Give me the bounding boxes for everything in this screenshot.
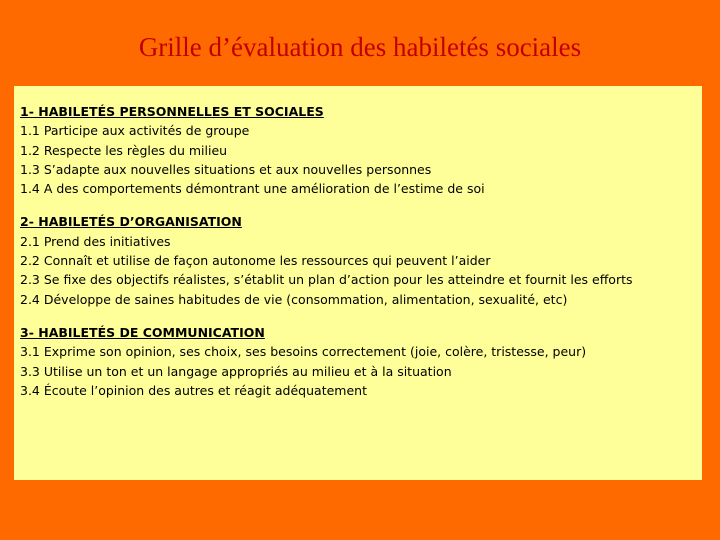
list-item: 2.4 Développe de saines habitudes de vie (consommation, alimentation, sexualité, etc)	[20, 291, 568, 307]
list-item: 2.1 Prend des initiatives	[20, 233, 171, 249]
list-item: 1.1 Participe aux activités de groupe	[20, 123, 250, 139]
list-item: 2.2 Connaît et utilise de façon autonome les ressources qui peuvent l’aider	[20, 253, 491, 269]
list-item: 3.1 Exprime son opinion, ses choix, ses besoins correctement (joie, colère, tristesse, peur)	[20, 344, 587, 360]
section-personnelles	[20, 102, 702, 198]
list-item: 3.3 Utilise un ton et un langage appropriés au milieu et à la situation	[20, 363, 452, 379]
list-item: 1.4 A des comportements démontrant une amélioration de l’estime de soi	[20, 181, 485, 197]
list-item: 1.3 S’adapte aux nouvelles situations et aux nouvelles personnes	[20, 161, 432, 177]
list-item: 1.2 Respecte les règles du milieu	[20, 142, 228, 158]
section-heading: 2- HABILETÉS D’ORGANISATION	[20, 214, 242, 230]
slide-title: Grille d’évaluation des habiletés sociales	[138, 32, 582, 62]
list-item: 3.4 Écoute l’opinion des autres et réagit adéquatement	[20, 382, 367, 398]
section-heading: 1- HABILETÉS PERSONNELLES ET SOCIALES	[20, 104, 324, 119]
section-communication	[20, 323, 702, 400]
list-item: 2.3 Se fixe des objectifs réalistes, s’établit un plan d’action pour les atteindre et fournit les efforts	[20, 272, 633, 288]
section-heading: 3- HABILETÉS DE COMMUNICATION	[20, 324, 265, 340]
section-organisation	[20, 212, 702, 308]
content-panel	[14, 86, 702, 480]
